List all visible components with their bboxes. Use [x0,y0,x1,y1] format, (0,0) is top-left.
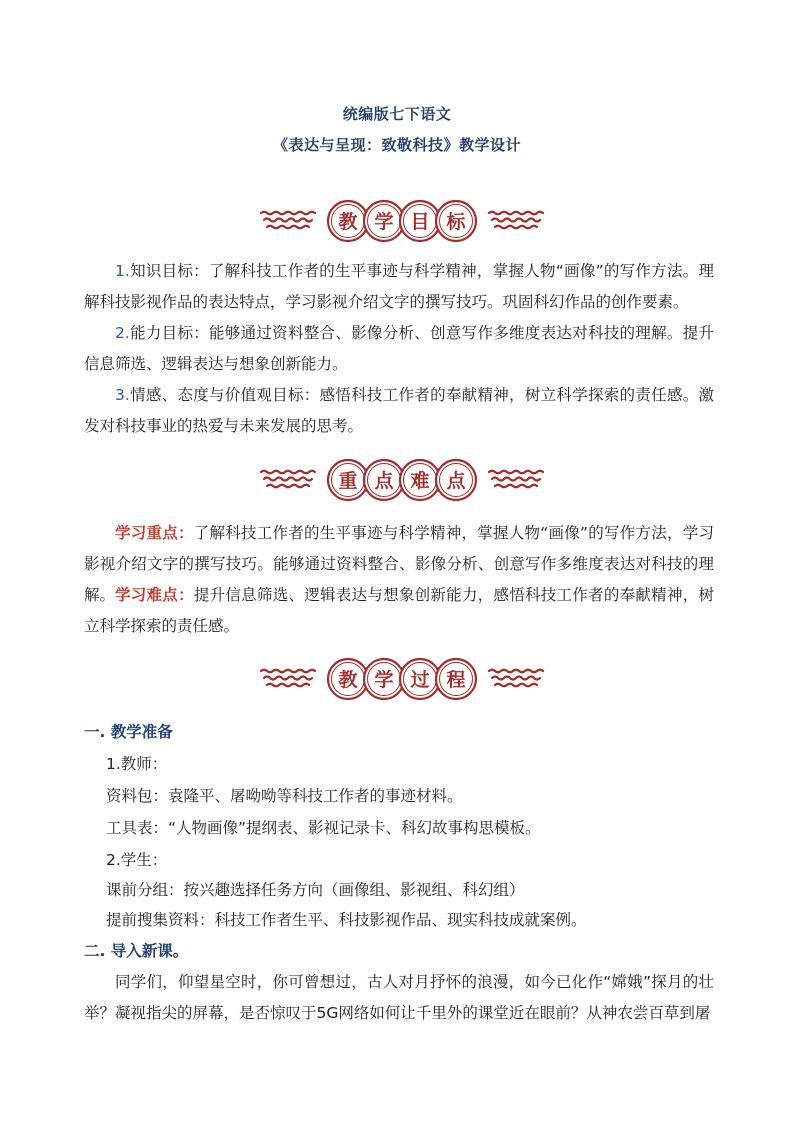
right-wave-ornament [492,677,540,680]
left-wave-ornament [264,219,312,222]
introduction-paragraph: 同学们，仰望星空时，你可曾想过，古人对月抒怀的浪漫，如今已化作“嫦娥”探月的壮举？凝视指尖的屏幕，是否惊叹于5G网络如何让千里外的课堂近在眼前？从神农尝百草到屠 [84,973,714,1022]
student-label: 2.学生： [106,851,168,869]
left-wave-ornament [267,485,309,488]
svg-text:点: 点 [374,470,394,492]
learning-focus-text: 了解科技工作者的生平事迹与科学精神，掌握人物“画像”的写作方法，学习影视介绍文字的撰写技巧。能够通过资料整合、影像分析、创意写作多维度表达对科技的理解。 [84,524,714,604]
right-wave-ornament [495,226,537,229]
banner-circle-char [328,201,368,241]
banner-ornament [257,457,547,503]
banner-circle-char [436,460,476,500]
section-introduction: 二. 导入新课。 [84,942,189,960]
goal-3 [84,380,714,442]
learning-difficulty-text: 提升信息筛选、逻辑表达与想象创新能力，感悟科技工作者的奉献精神，树立科学探索的责任感。 [84,586,714,635]
svg-text:难: 难 [410,470,430,492]
svg-text:学: 学 [374,211,394,233]
svg-text:重: 重 [338,470,358,492]
goal-1-text: 知识目标：了解科技工作者的生平事迹与科学精神，掌握人物“画像”的写作方法。理解科技影视作品的表达特点，学习影视介绍文字的撰写技巧。巩固科幻作品的创作要素。 [84,262,714,311]
section-teaching-preparation: 一. 教学准备 [84,723,173,741]
right-wave-ornament [492,478,540,481]
right-wave-ornament [495,684,537,687]
banner-circle-char [436,659,476,699]
banner-circle-char [364,460,404,500]
goal-3-number: 3. [115,386,130,404]
left-wave-ornament [267,684,309,687]
teacher-materials: 资料包：袁隆平、屠呦呦等科技工作者的事迹材料。 [106,787,463,805]
goal-1-number: 1. [115,262,130,280]
svg-text:过: 过 [410,669,430,691]
svg-text:标: 标 [446,211,466,233]
doc-subject-title: 统编版七下语文 [342,105,452,123]
right-wave-ornament [489,471,543,474]
banner-circle-char [400,659,440,699]
left-wave-ornament [264,677,312,680]
right-wave-ornament [495,485,537,488]
learning-difficulty [84,580,714,642]
svg-text:教: 教 [338,669,358,691]
banner-circle-char [400,460,440,500]
banner-circle-char [364,659,404,699]
goal-2-text: 能力目标：能够通过资料整合、影像分析、创意写作多维度表达对科技的理解。提升信息筛选、逻辑表达与想象创新能力。 [84,324,714,373]
right-wave-ornament [489,670,543,673]
svg-text:教: 教 [338,211,358,233]
banner-circle-char [400,201,440,241]
svg-text:程: 程 [446,669,466,691]
banner-circle-char [328,460,368,500]
banner-teaching-goals [257,198,547,244]
svg-text:点: 点 [446,470,466,492]
doc-main-title: 《表达与呈现：致敬科技》教学设计 [272,136,521,154]
student-grouping: 课前分组：按兴趣选择任务方向（画像组、影视组、科幻组） [106,881,525,899]
svg-text:目: 目 [410,211,430,233]
banner-key-difficult-points [257,457,547,503]
goal-2-number: 2. [115,324,130,342]
goal-1 [84,256,714,318]
goal-2 [84,318,714,380]
teacher-label: 1.教师： [106,755,168,773]
banner-circle-char [436,201,476,241]
banner-ornament [257,656,547,702]
banner-circle-char [328,659,368,699]
svg-text:学: 学 [374,669,394,691]
learning-focus-label: 学习重点： [115,524,194,542]
student-research: 提前搜集资料：科技工作者生平、科技影视作品、现实科技成就案例。 [106,911,587,929]
banner-teaching-process [257,656,547,702]
left-wave-ornament [261,212,315,215]
learning-difficulty-label: 学习难点： [115,586,194,604]
right-wave-ornament [489,212,543,215]
left-wave-ornament [264,478,312,481]
banner-circle-char [364,201,404,241]
left-wave-ornament [261,670,315,673]
teacher-tools: 工具表：“人物画像”提纲表、影视记录卡、科幻故事构思模板。 [106,819,541,837]
banner-ornament [257,198,547,244]
goal-3-text: 情感、态度与价值观目标：感悟科技工作者的奉献精神，树立科学探索的责任感。激发对科技事业的热爱与未来发展的思考。 [84,386,714,435]
left-wave-ornament [267,226,309,229]
left-wave-ornament [261,471,315,474]
right-wave-ornament [492,219,540,222]
